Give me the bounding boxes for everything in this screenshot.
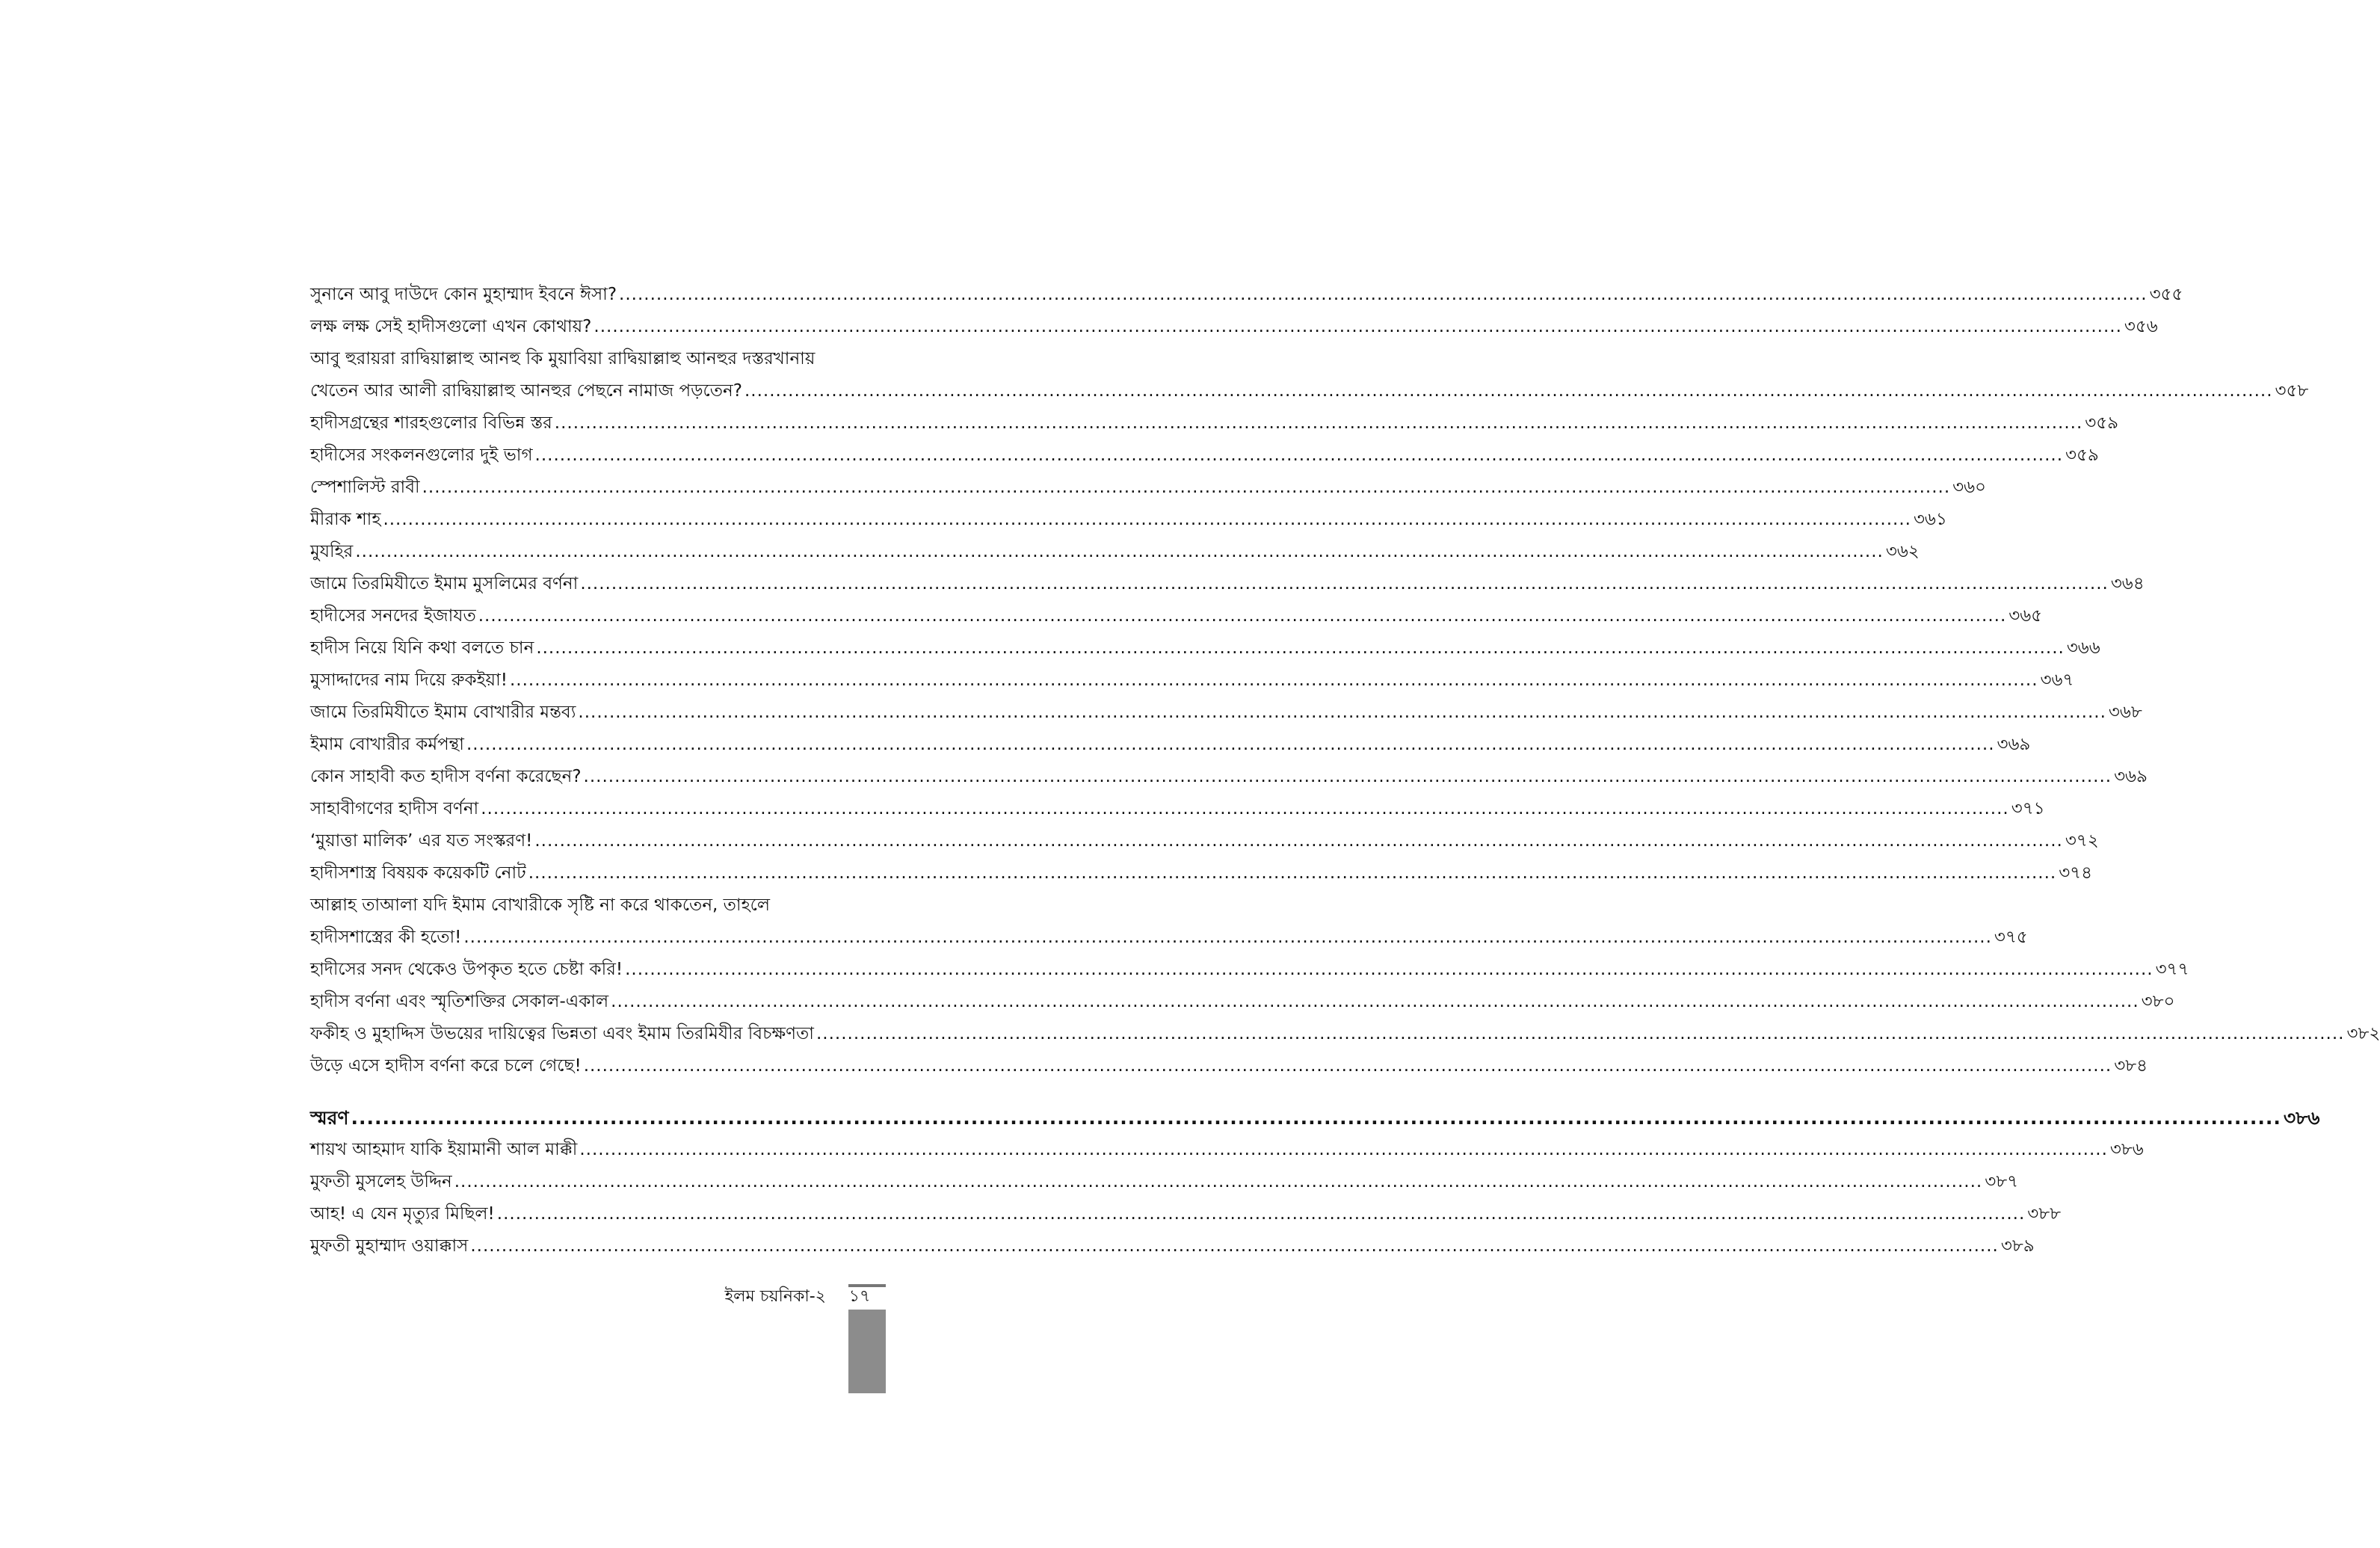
dot-leader bbox=[468, 1230, 2001, 1262]
toc-entry-title: মীরাক শাহ bbox=[310, 510, 381, 529]
dot-leader bbox=[533, 440, 2066, 472]
toc-entry-title: হাদীসের সনদের ইজাযত bbox=[310, 606, 476, 626]
toc-entry-page: ৩৬৯ bbox=[1997, 735, 2031, 754]
toc-entry[interactable] bbox=[310, 729, 2031, 761]
toc-entry-page: ৩৬৪ bbox=[2110, 574, 2145, 593]
dot-leader bbox=[349, 1102, 2284, 1134]
dot-leader bbox=[526, 857, 2059, 889]
toc-entry-page: ৩৭১ bbox=[2011, 799, 2045, 818]
toc-entry-title: মুফতী মুহাম্মাদ ওয়াক্কাস bbox=[310, 1236, 469, 1256]
toc-entry-title: মুযহির bbox=[310, 542, 354, 561]
toc-entry[interactable] bbox=[310, 536, 1920, 568]
toc-entry-page: ৩৫৫ bbox=[2149, 285, 2183, 304]
toc-entry-page: ৩৫৬ bbox=[2124, 317, 2158, 336]
section-entries bbox=[310, 1134, 2144, 1262]
toc-entry[interactable] bbox=[310, 504, 1947, 536]
toc-entry-page: ৩৭২ bbox=[2065, 831, 2099, 851]
dot-leader bbox=[476, 600, 2009, 632]
toc-entries bbox=[310, 279, 2380, 1082]
page-number: ১৭ bbox=[848, 1287, 871, 1306]
toc-entry-title: উড়ে এসে হাদীস বর্ণনা করে চলে গেছে! bbox=[310, 1056, 582, 1076]
toc-entry-page: ৩৬৬ bbox=[2066, 638, 2100, 658]
toc-entry[interactable] bbox=[310, 889, 886, 922]
toc-entry-page: ৩৬১ bbox=[1913, 510, 1947, 529]
dot-leader bbox=[582, 1050, 2115, 1082]
toc-entry-title: মুসাদ্দাদের নাম দিয়ে রুকইয়া! bbox=[310, 670, 508, 690]
toc-entry[interactable] bbox=[310, 311, 2158, 343]
toc-entry-title: হাদীসের সনদ থেকেও উপকৃত হতে চেষ্টা করি! bbox=[310, 960, 623, 979]
dot-leader bbox=[552, 407, 2085, 440]
toc-entry[interactable] bbox=[310, 1230, 2035, 1262]
toc-entry[interactable] bbox=[310, 440, 2099, 472]
dot-leader bbox=[353, 536, 1886, 568]
toc-entry-title: ‘মুয়াত্তা মালিক’ এর যত সংস্করণ! bbox=[310, 831, 533, 851]
toc-entry-title: ইমাম বোখারীর কর্মপন্থা bbox=[310, 735, 464, 754]
toc-entry-title: কোন সাহাবী কত হাদীস বর্ণনা করেছেন? bbox=[310, 767, 582, 786]
toc-entry-page: ৩৮৭ bbox=[1985, 1172, 2019, 1191]
dot-leader bbox=[742, 375, 2275, 407]
dot-leader bbox=[380, 504, 1914, 536]
book-title: ইলম চয়নিকা-২ bbox=[724, 1287, 826, 1306]
dot-leader bbox=[623, 954, 2156, 986]
toc-entry[interactable] bbox=[310, 407, 2119, 440]
toc-entry-page: ৩৬০ bbox=[1952, 478, 1986, 497]
section-heading-page: ৩৮৬ bbox=[2283, 1107, 2320, 1129]
toc-entry-title: আবু হুরায়রা রাদ্বিয়াল্লাহু আনহু কি মুয়াবিয়া রাদ্বিয়াল্লাহু আনহুর দস্তরখানায় bbox=[310, 349, 816, 369]
toc-entry[interactable] bbox=[310, 1166, 2019, 1198]
toc-entry[interactable] bbox=[310, 793, 2045, 825]
toc-entry[interactable] bbox=[310, 761, 2148, 793]
toc-entry-page: ৩৬৮ bbox=[2108, 703, 2142, 722]
toc-entry-page: ৩৮৪ bbox=[2114, 1056, 2148, 1076]
toc-entry-page: ৩৫৯ bbox=[2085, 413, 2119, 433]
toc-entry[interactable] bbox=[310, 472, 1986, 504]
toc-entry[interactable] bbox=[310, 954, 2189, 986]
section-heading-title: স্মরণ bbox=[310, 1107, 349, 1129]
table-of-contents bbox=[310, 279, 2380, 1262]
page-footer bbox=[310, 1286, 886, 1308]
dot-leader bbox=[508, 664, 2041, 697]
toc-entry-title: সুনানে আবু দাউদে কোন মুহাম্মাদ ইবনে ঈসা? bbox=[310, 285, 617, 304]
dot-leader bbox=[814, 1018, 2347, 1050]
dot-leader bbox=[452, 1166, 1985, 1198]
toc-entry[interactable] bbox=[310, 343, 886, 375]
toc-entry-page: ৩৮৬ bbox=[2109, 1140, 2144, 1159]
toc-entry[interactable] bbox=[310, 825, 2099, 857]
toc-entry-title: শায়খ আহমাদ যাকি ইয়ামানী আল মাক্কী bbox=[310, 1140, 578, 1159]
toc-entry[interactable] bbox=[310, 1134, 2144, 1166]
toc-entry-title: হাদীসশাস্ত্র বিষয়ক কয়েকটি নোট bbox=[310, 863, 526, 883]
toc-entry[interactable] bbox=[310, 600, 2043, 632]
dot-leader bbox=[478, 793, 2011, 825]
toc-entry[interactable] bbox=[310, 697, 2142, 729]
toc-entry[interactable] bbox=[310, 279, 2183, 311]
page-edge-bar bbox=[848, 1310, 886, 1393]
toc-entry-page: ৩৬২ bbox=[1885, 542, 1920, 561]
toc-entry[interactable] bbox=[310, 986, 2175, 1018]
dot-leader bbox=[576, 697, 2109, 729]
dot-leader bbox=[420, 472, 1953, 504]
toc-entry-page: ৩৮৮ bbox=[2027, 1204, 2062, 1224]
toc-entry-title: মুফতী মুসলেহ উদ্দিন bbox=[310, 1172, 452, 1191]
toc-entry-title: হাদীসের সংকলনগুলোর দুই ভাগ bbox=[310, 445, 533, 465]
dot-leader bbox=[461, 922, 1994, 954]
toc-entry-title: আহ! এ যেন মৃত্যুর মিছিল! bbox=[310, 1204, 495, 1224]
toc-entry[interactable] bbox=[310, 1198, 2062, 1230]
toc-entry[interactable] bbox=[310, 568, 2145, 600]
toc-entry[interactable] bbox=[310, 664, 2074, 697]
toc-entry-page: ৩৬৯ bbox=[2114, 767, 2148, 786]
dot-leader bbox=[464, 729, 1997, 761]
toc-entry-page: ৩৭৭ bbox=[2155, 960, 2189, 979]
toc-entry-page: ৩৫৮ bbox=[2275, 381, 2309, 401]
toc-entry-page: ৩৬৫ bbox=[2008, 606, 2043, 626]
section-gap bbox=[310, 1082, 886, 1102]
toc-entry-page: ৩৮৯ bbox=[2000, 1236, 2035, 1256]
toc-entry[interactable] bbox=[310, 857, 2093, 889]
dot-leader bbox=[608, 986, 2142, 1018]
dot-leader bbox=[495, 1198, 2028, 1230]
toc-entry-page: ৩৮০ bbox=[2141, 992, 2175, 1011]
dot-leader bbox=[577, 1134, 2110, 1166]
toc-entry-title: সাহাবীগণের হাদীস বর্ণনা bbox=[310, 799, 479, 818]
toc-entry[interactable] bbox=[310, 1018, 2380, 1050]
dot-leader bbox=[534, 632, 2067, 664]
toc-entry[interactable] bbox=[310, 922, 2028, 954]
dot-leader bbox=[578, 568, 2111, 600]
toc-entry-title: জামে তিরমিযীতে ইমাম মুসলিমের বর্ণনা bbox=[310, 574, 579, 593]
section-heading[interactable] bbox=[310, 1102, 2320, 1134]
toc-entry[interactable] bbox=[310, 1050, 2148, 1082]
toc-entry-title: লক্ষ লক্ষ সেই হাদীসগুলো এখন কোথায়? bbox=[310, 317, 592, 336]
toc-entry-title: হাদীসশাস্ত্রের কী হতো! bbox=[310, 928, 462, 947]
toc-entry-page: ৩৭৫ bbox=[1994, 928, 2028, 947]
toc-entry-title: স্পেশালিস্ট রাবী bbox=[310, 478, 420, 497]
toc-entry[interactable] bbox=[310, 632, 2100, 664]
dot-leader bbox=[591, 311, 2124, 343]
toc-entry-page: ৩৮২ bbox=[2346, 1024, 2380, 1043]
toc-entry-title: খেতেন আর আলী রাদ্বিয়াল্লাহু আনহুর পেছনে নামাজ পড়তেন? bbox=[310, 381, 742, 401]
toc-entry-title: হাদীসগ্রন্থের শারহগুলোর বিভিন্ন স্তর bbox=[310, 413, 552, 433]
toc-entry[interactable] bbox=[310, 375, 2309, 407]
toc-entry-title: হাদীস বর্ণনা এবং স্মৃতিশক্তির সেকাল-একাল bbox=[310, 992, 609, 1011]
toc-entry-title: জামে তিরমিযীতে ইমাম বোখারীর মন্তব্য bbox=[310, 703, 576, 722]
toc-entry-page: ৩৫৯ bbox=[2065, 445, 2099, 465]
toc-entry-page: ৩৭৪ bbox=[2059, 863, 2093, 883]
dot-leader bbox=[617, 279, 2150, 311]
toc-entry-title: হাদীস নিয়ে যিনি কথা বলতে চান bbox=[310, 638, 534, 658]
toc-entry-title: আল্লাহ তাআলা যদি ইমাম বোখারীকে সৃষ্টি না করে থাকতেন, তাহলে bbox=[310, 895, 771, 915]
toc-entry-page: ৩৬৭ bbox=[2040, 670, 2074, 690]
toc-entry-title: ফকীহ ও মুহাদ্দিস উভয়ের দায়িত্বের ভিন্নতা এবং ইমাম তিরমিযীর বিচক্ষণতা bbox=[310, 1024, 814, 1043]
dot-leader bbox=[532, 825, 2065, 857]
dot-leader bbox=[582, 761, 2115, 793]
